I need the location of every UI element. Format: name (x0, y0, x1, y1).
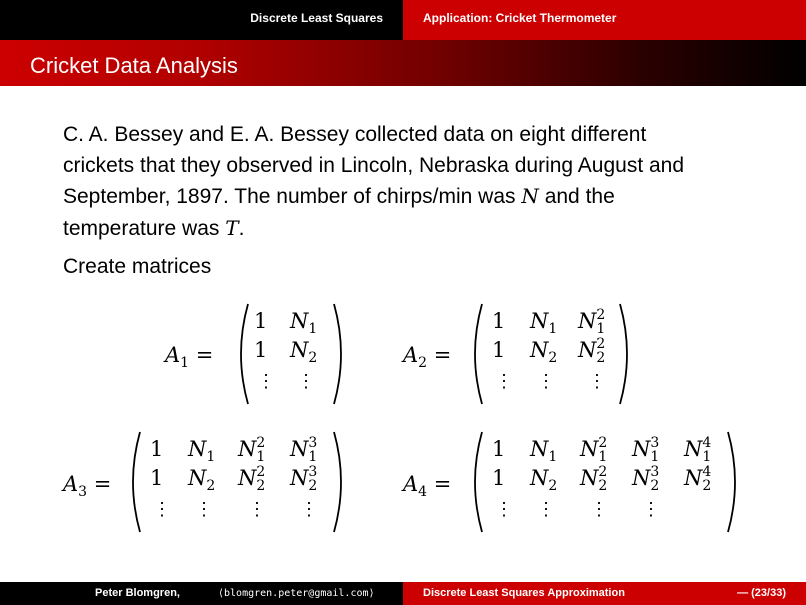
cell: 1 (254, 309, 268, 333)
footer-page-number: — (23/33) (737, 587, 786, 599)
cell: $N_2$ (530, 338, 558, 367)
vdots: ⋮ (300, 499, 318, 520)
cell: $N_1$ (290, 309, 318, 338)
right-paren (614, 302, 636, 406)
cell: N 3 1 (290, 435, 318, 465)
nav-subsection-right[interactable] (403, 0, 806, 40)
footer-author: Peter Blomgren, (95, 587, 180, 599)
var-n: N (521, 184, 539, 208)
vdots: ⋮ (153, 499, 171, 520)
cell: $N_1$ (188, 437, 216, 466)
matrix-a2-label: $A_2$ = (403, 343, 452, 372)
footer-bar (0, 582, 806, 605)
vdots: ⋮ (495, 499, 513, 520)
left-paren (232, 302, 254, 406)
vdots: ⋮ (248, 499, 266, 520)
cell: N 3 1 (632, 435, 660, 465)
vdots: ⋮ (495, 371, 513, 392)
cell: N 4 1 (684, 435, 712, 465)
cell: 1 (492, 309, 506, 333)
footer-talk-title: Discrete Least Squares Approximation (423, 587, 625, 599)
right-paren (328, 430, 350, 534)
frame-title-bar (0, 40, 806, 86)
frame-title: Cricket Data Analysis (30, 53, 238, 78)
para-line: crickets that they observed in Lincoln, Nebraska during August and (63, 153, 685, 177)
nav-section-title[interactable]: Discrete Least Squares (250, 11, 383, 25)
vdots: ⋮ (537, 499, 555, 520)
left-paren (124, 430, 146, 534)
para-line: temperature was T. (63, 215, 245, 240)
cell: N 4 2 (684, 464, 712, 494)
right-paren (328, 302, 350, 406)
vdots: ⋮ (588, 371, 606, 392)
cell: $N_1$ (530, 437, 558, 466)
matrix-a1-label: $A_1$ = (165, 343, 214, 372)
matrix-a3-label: $A_3$ = (63, 472, 112, 501)
cell: $N_2$ (188, 466, 216, 495)
matrix-a4-label: $A_4$ = (403, 472, 452, 501)
create-matrices-text: Create matrices (63, 255, 212, 278)
left-paren (466, 430, 488, 534)
nav-section-left[interactable] (0, 0, 403, 40)
cell: 1 (492, 437, 506, 461)
vdots: ⋮ (257, 371, 275, 392)
cell: N 2 2 (578, 336, 606, 366)
cell: N 2 2 (580, 464, 608, 494)
vdots: ⋮ (590, 499, 608, 520)
footer-email: ⟨blomgren.peter@gmail.com⟩ (218, 588, 375, 599)
cell: 1 (254, 338, 268, 362)
cell: $N_1$ (530, 309, 558, 338)
vdots: ⋮ (642, 499, 660, 520)
top-nav-bar (0, 0, 806, 40)
cell: N 2 1 (580, 435, 608, 465)
vdots: ⋮ (195, 499, 213, 520)
var-t: T (225, 215, 239, 240)
left-paren (466, 302, 488, 406)
cell: N 2 2 (238, 464, 266, 494)
footer-left (0, 582, 403, 605)
cell: N 2 1 (578, 307, 606, 337)
intro-paragraph (63, 120, 763, 244)
cell: 1 (150, 466, 164, 490)
right-paren (722, 430, 744, 534)
cell: 1 (150, 437, 164, 461)
cell: N 2 1 (238, 435, 266, 465)
vdots: ⋮ (297, 371, 315, 392)
footer-right (403, 582, 806, 605)
cell: N 3 2 (290, 464, 318, 494)
para-line: C. A. Bessey and E. A. Bessey collected data on eight different (63, 123, 647, 146)
cell: 1 (492, 338, 506, 362)
para-line: September, 1897. The number of chirps/min was N and the (63, 184, 615, 208)
cell: N 3 2 (632, 464, 660, 494)
vdots: ⋮ (537, 371, 555, 392)
cell: $N_2$ (290, 338, 318, 367)
cell: 1 (492, 466, 506, 490)
nav-subsection-title[interactable]: Application: Cricket Thermometer (423, 11, 617, 25)
cell: $N_2$ (530, 466, 558, 495)
